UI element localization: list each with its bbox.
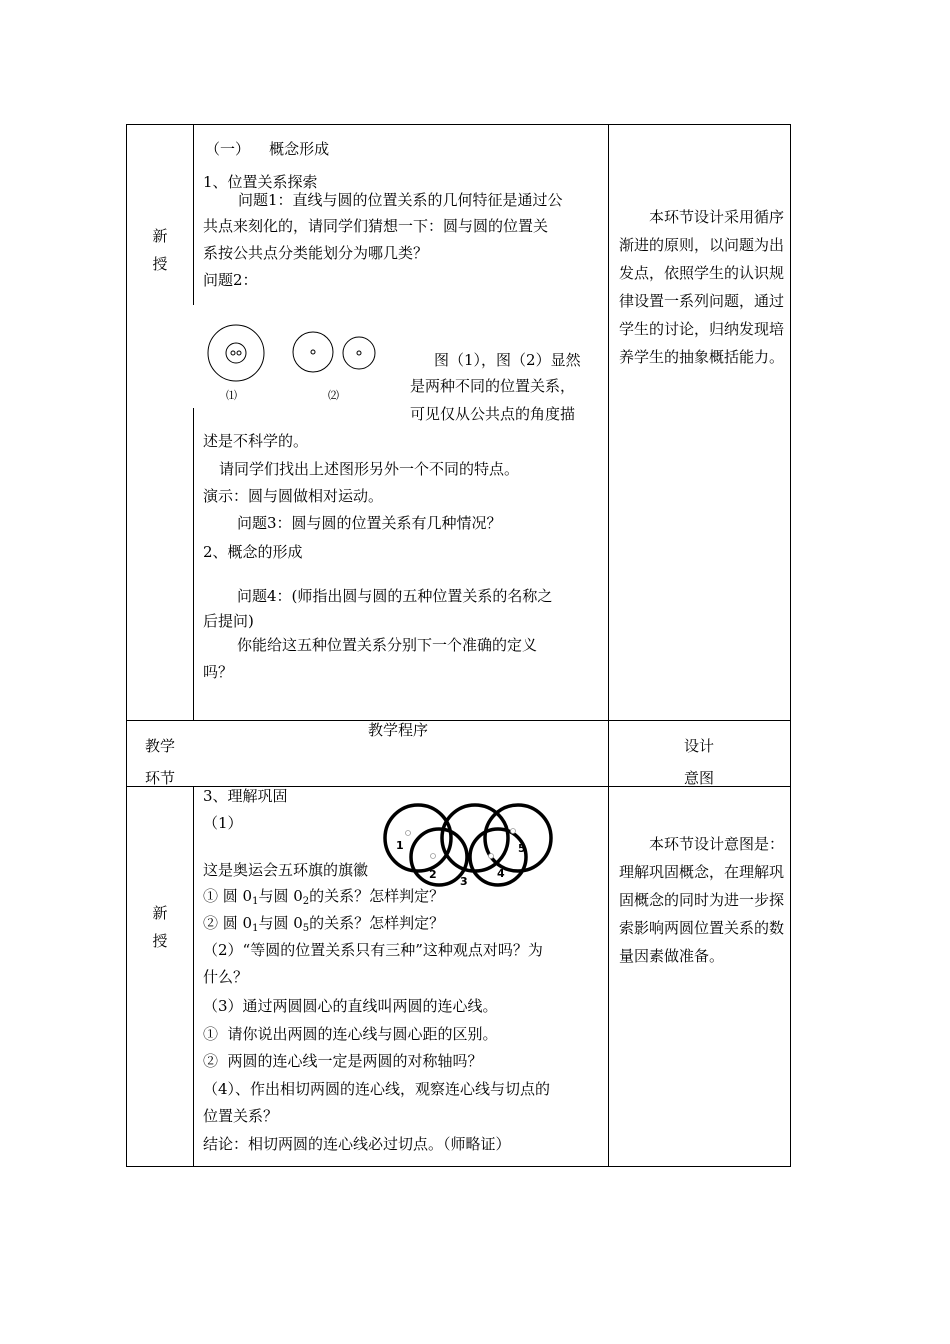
part4-line1: （4）、作出相切两圆的连心线，观察连心线与切点的 — [203, 1080, 551, 1098]
olympic-rings-figure — [380, 800, 558, 892]
fig1-inner-dot-b — [237, 351, 241, 355]
table-divider-row1 — [126, 720, 791, 721]
fig2-left-center — [311, 350, 315, 354]
header-procedure: 教学程序 — [368, 721, 429, 739]
question4b-line1: 你能给这五种位置关系分别下一个准确的定义 — [237, 636, 538, 654]
question4b-line2: 吗？ — [203, 663, 234, 681]
ring-label-4: 4 — [497, 867, 505, 880]
subheading-consolidate: 3、理解巩固 — [203, 787, 288, 805]
figure-text-line3: 可见仅从公共点的角度描 — [410, 405, 576, 423]
part2-line2: 什么？ — [203, 968, 249, 986]
question2: 问题2： — [203, 271, 258, 289]
ring-label-2: 2 — [429, 868, 437, 881]
row2-design-intent: 本环节设计意图是：理解巩固概念，在理解巩固概念的同时为进一步探索影响两圆位置关系的数量因素做准备。 — [619, 835, 785, 965]
part3-item-a: ① 请你说出两圆的连心线与圆心距的区别。 — [203, 1025, 498, 1043]
ring-label-1: 1 — [396, 839, 404, 852]
fig1-inner-dot-a — [231, 351, 235, 355]
question1-line2: 共点来刻化的，请同学们猜想一下：圆与圆的位置关 — [203, 217, 549, 235]
fig1-label: ⑴ — [226, 389, 237, 402]
part1-label: （1） — [203, 814, 243, 832]
figure-text-line2: 是两种不同的位置关系， — [410, 377, 576, 395]
ring-1-center — [406, 831, 411, 836]
table-col-divider-a2 — [193, 408, 194, 720]
fig2-right-circle — [343, 337, 375, 369]
item1-relation-o1-o2: ① 圆 $0_1$与圆 $0_2$的关系？怎样判定？ — [203, 887, 445, 907]
row1-section-label: 新 授 — [152, 227, 168, 273]
circle-figures — [195, 315, 400, 410]
demo-text: 演示：圆与圆做相对运动。 — [203, 487, 384, 505]
question3: 问题3：圆与圆的位置关系有几种情况？ — [237, 514, 502, 532]
ring-2-center — [431, 854, 436, 859]
table-border-left — [126, 124, 127, 1167]
fig2-right-center — [357, 351, 361, 355]
question4-line2: 后提问) — [203, 612, 254, 630]
question1-line3: 系按公共点分类能划分为哪几类？ — [203, 244, 429, 262]
table-col-divider-b — [608, 124, 609, 1167]
heading-concept-formation: （一） 概念形成 — [205, 140, 330, 158]
ring-4-center — [489, 854, 494, 859]
ring-5-center — [511, 829, 516, 834]
item2-relation-o1-o5: ② 圆 $0_1$与圆 $0_5$的关系？怎样判定？ — [203, 914, 445, 934]
fig2-label: ⑵ — [328, 389, 339, 402]
fig2-left-circle — [293, 332, 333, 372]
table-col-divider-a3 — [193, 786, 194, 1166]
header-stage-line2: 环节 — [145, 769, 176, 787]
subheading-concept: 2、概念的形成 — [203, 543, 303, 561]
fig1-inner-circle — [226, 343, 246, 363]
ring-label-3: 3 — [460, 875, 468, 888]
question4-line1: 问题4：(师指出圆与圆的五种位置关系的名称之 — [237, 587, 553, 605]
header-design-line1: 设计 — [684, 737, 715, 755]
table-border-bottom — [126, 1166, 791, 1167]
figure-text-line4: 述是不科学的。 — [203, 432, 309, 450]
header-design-line2: 意图 — [684, 769, 715, 787]
ring-label-5: 5 — [518, 842, 526, 855]
conclusion-text: 结论：相切两圆的连心线必过切点。（师略证） — [203, 1135, 511, 1153]
row1-design-intent: 本环节设计采用循序渐进的原则，以问题为出发点，依照学生的认识规律设置一系列问题，通过学生的讨论，归纳发现培养学生的抽象概括能力。 — [619, 208, 785, 366]
ring-2 — [411, 829, 467, 885]
fig1-large-circle — [208, 325, 264, 381]
find-feature-text: 请同学们找出上述图形另外一个不同的特点。 — [219, 460, 520, 478]
part3-text: （3）通过两圆圆心的直线叫两圆的连心线。 — [203, 997, 498, 1015]
part2-line1: （2）“等圆的位置关系只有三种”这种观点对吗？为 — [203, 941, 543, 959]
figure-text-line1: 图（1），图（2）显然 — [434, 351, 581, 369]
header-stage-line1: 教学 — [145, 737, 176, 755]
question1-line1: 问题1：直线与圆的位置关系的几何特征是通过公 — [238, 191, 563, 209]
rings-caption: 这是奥运会五环旗的旗徽 — [203, 861, 369, 879]
row2-section-label: 新 授 — [152, 904, 168, 950]
table-border-top — [126, 124, 791, 125]
table-border-right — [790, 124, 791, 1167]
table-col-divider-a — [193, 124, 194, 305]
part4-line2: 位置关系？ — [203, 1107, 279, 1125]
part3-item-b: ② 两圆的连心线一定是两圆的对称轴吗？ — [203, 1052, 483, 1070]
subheading-position-explore: 1、位置关系探索 — [203, 173, 318, 191]
